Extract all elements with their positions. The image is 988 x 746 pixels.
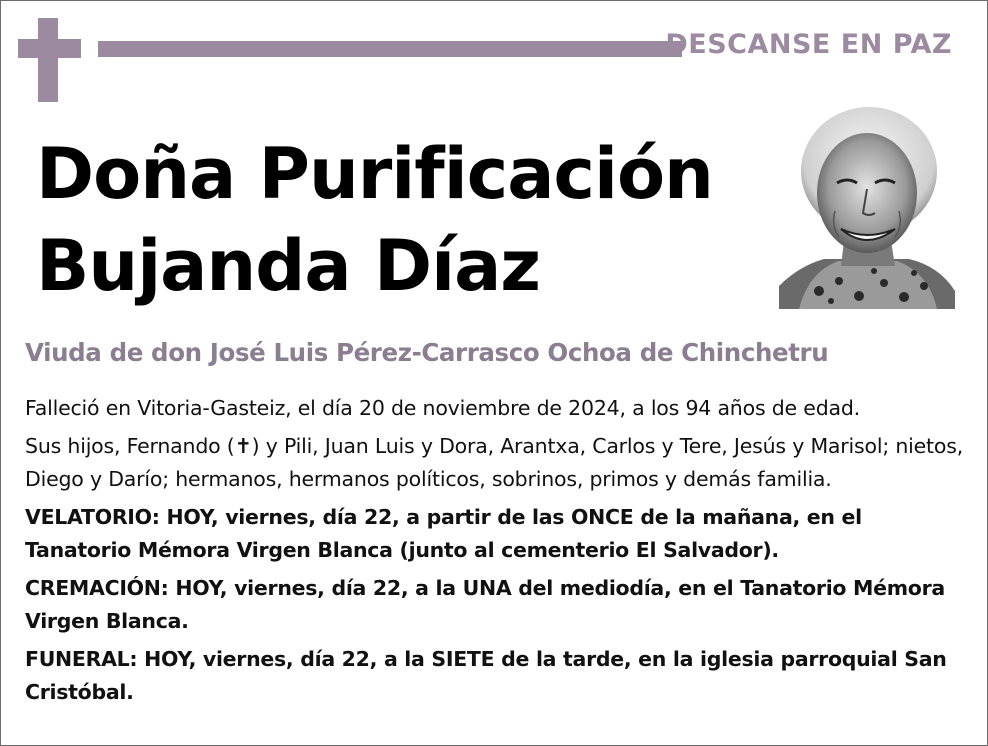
banner-text: DESCANSE EN PAZ: [665, 29, 952, 60]
portrait-illustration: [779, 101, 955, 309]
obituary-body: [25, 392, 970, 714]
family-list: Sus hijos, Fernando (✝) y Pili, Juan Luis y Dora, Arantxa, Carlos y Tere, Jesús y Marisol; nietos, Diego y Darío; hermanos, hermanos políticos, sobrinos, primos y demás familia.: [25, 434, 964, 491]
portrait-photo: [779, 101, 955, 309]
funeral-notice: FUNERAL: HOY, viernes, día 22, a la SIETE de la tarde, en la iglesia parroquial San Cristóbal.: [25, 647, 947, 704]
cremacion-notice: CREMACIÓN: HOY, viernes, día 22, a la UNA del mediodía, en el Tanatorio Mémora Virgen Blanca.: [25, 576, 945, 633]
death-notice: Falleció en Vitoria-Gasteiz, el día 20 de noviembre de 2024, a los 94 años de edad.: [25, 396, 861, 420]
name-line-1: Doña Purificación: [36, 133, 713, 215]
name-line-2: Bujanda Díaz: [36, 225, 541, 307]
latin-cross-icon-arm: [18, 39, 81, 58]
velatorio-notice: VELATORIO: HOY, viernes, día 22, a partir de las ONCE de la mañana, en el Tanatorio Mémora Virgen Blanca (junto al cementerio El Salvador).: [25, 505, 862, 562]
latin-cross-icon: [38, 18, 58, 102]
deceased-name: [36, 128, 713, 312]
widow-of-line: Viuda de don José Luis Pérez-Carrasco Ochoa de Chinchetru: [25, 338, 829, 367]
header-rule: [98, 41, 682, 57]
